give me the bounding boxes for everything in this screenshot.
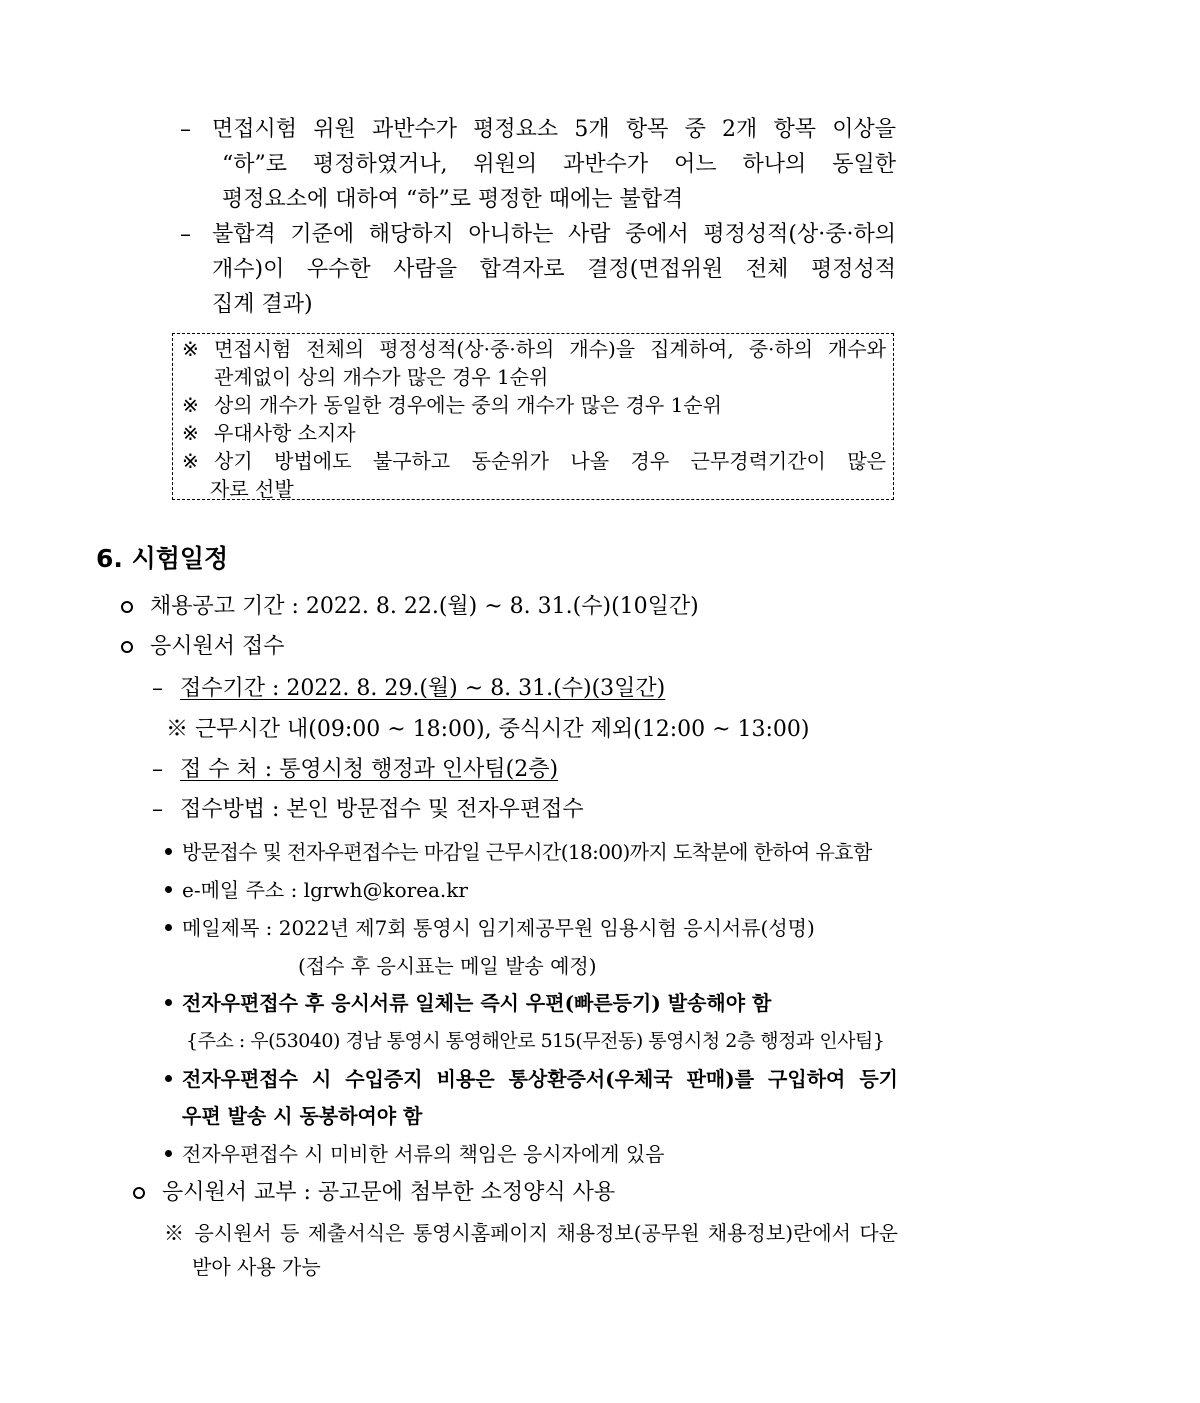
note-3: 우대사항 소지자 (214, 421, 356, 445)
recruit-period: 채용공고 기간 : 2022. 8. 22.(월) ~ 8. 31.(수)(10일간) (150, 594, 699, 619)
bullet-mail-subject: 메일제목 : 2022년 제7회 통영시 임기제공무원 임용시험 응시서류(성명) (182, 916, 815, 940)
criteria-1-line-1: 면접시험 위원 과반수가 평정요소 5개 항목 중 2개 항목 이상을 (212, 117, 896, 142)
dot-bullet-icon (165, 1075, 172, 1082)
criteria-2-line-1: 불합격 기준에 해당하지 아니하는 사람 중에서 평정성적(상·중·하의 (212, 222, 896, 247)
note-4-line-1: 상기 방법에도 불구하고 동순위가 나올 경우 근무경력기간이 많은 (214, 449, 886, 473)
circle-bullet-icon (121, 601, 133, 613)
bullet-stamp-line-2: 우편 발송 시 동봉하여야 함 (182, 1104, 423, 1128)
criteria-1-line-2: “하”로 평정하였거나, 위원의 과반수가 어느 하나의 동일한 (222, 152, 896, 177)
note-1-line-2: 관계없이 상의 개수가 많은 경우 1순위 (214, 365, 549, 389)
dash-marker: – (152, 797, 163, 822)
criteria-2-line-2: 개수)이 우수한 사람을 합격자로 결정(면접위원 전체 평정성적 (212, 257, 896, 282)
note-mark: ※ (182, 337, 199, 361)
dot-bullet-icon (165, 886, 172, 893)
dot-bullet-icon (165, 999, 172, 1006)
criteria-2-line-3: 집계 결과) (212, 292, 313, 317)
bullet-visit-deadline: 방문접수 및 전자우편접수는 마감일 근무시간(18:00)까지 도착분에 한하여 유효함 (182, 840, 872, 864)
dot-bullet-icon (165, 1150, 172, 1157)
bullet-mail-subject-sub: (접수 후 응시표는 메일 발송 예정) (298, 954, 597, 978)
dot-bullet-icon (165, 924, 172, 931)
note-mark: ※ (182, 449, 199, 473)
bullet-email-address: e-메일 주소 : lgrwh@korea.kr (182, 878, 468, 902)
note-1-line-1: 면접시험 전체의 평정성적(상·중·하의 개수)을 집계하여, 중·하의 개수와 (214, 337, 886, 361)
dash-marker: – (180, 222, 191, 247)
dot-bullet-icon (165, 848, 172, 855)
bullet-responsibility: 전자우편접수 시 미비한 서류의 책임은 응시자에게 있음 (182, 1142, 665, 1166)
application-label: 응시원서 접수 (150, 634, 285, 659)
hours-note: ※ 근무시간 내(09:00 ~ 18:00), 중식시간 제외(12:00 ~ 13:00) (166, 717, 810, 742)
note-mark: ※ (182, 393, 199, 417)
bullet-address: {주소 : 우(53040) 경남 통영시 통영해안로 515(무전동) 통영시청 2층 행정과 인사팀} (186, 1030, 885, 1052)
application-period: 접수기간 : 2022. 8. 29.(월) ~ 8. 31.(수)(3일간) (180, 676, 666, 701)
dash-marker: – (152, 757, 163, 782)
note-mark: ※ (182, 421, 199, 445)
section-heading: 6. 시험일정 (96, 544, 229, 573)
circle-bullet-icon (121, 641, 133, 653)
bullet-post-documents: 전자우편접수 후 응시서류 일체는 즉시 우편(빠른등기) 발송해야 함 (182, 991, 772, 1015)
dash-marker: – (152, 676, 163, 701)
note-4-line-2: 자로 선발 (210, 477, 294, 501)
dash-marker: – (180, 117, 191, 142)
form-label: 응시원서 교부 : 공고문에 첨부한 소정양식 사용 (162, 1180, 616, 1205)
criteria-1-line-3: 평정요소에 대하여 “하”로 평정한 때에는 불합격 (222, 187, 684, 212)
bullet-stamp-line-1: 전자우편접수 시 수입증지 비용은 통상환증서(우체국 판매)를 구입하여 등기 (182, 1067, 898, 1091)
note-2: 상의 개수가 동일한 경우에는 중의 개수가 많은 경우 1순위 (214, 393, 722, 417)
application-place: 접 수 처 : 통영시청 행정과 인사팀(2층) (180, 757, 559, 782)
form-note-line-1: ※ 응시원서 등 제출서식은 통영시홈페이지 채용정보(공무원 채용정보)란에서 다운 (164, 1221, 898, 1245)
application-method: 접수방법 : 본인 방문접수 및 전자우편접수 (180, 797, 584, 822)
circle-bullet-icon (133, 1187, 145, 1199)
form-note-line-2: 받아 사용 가능 (192, 1255, 321, 1279)
